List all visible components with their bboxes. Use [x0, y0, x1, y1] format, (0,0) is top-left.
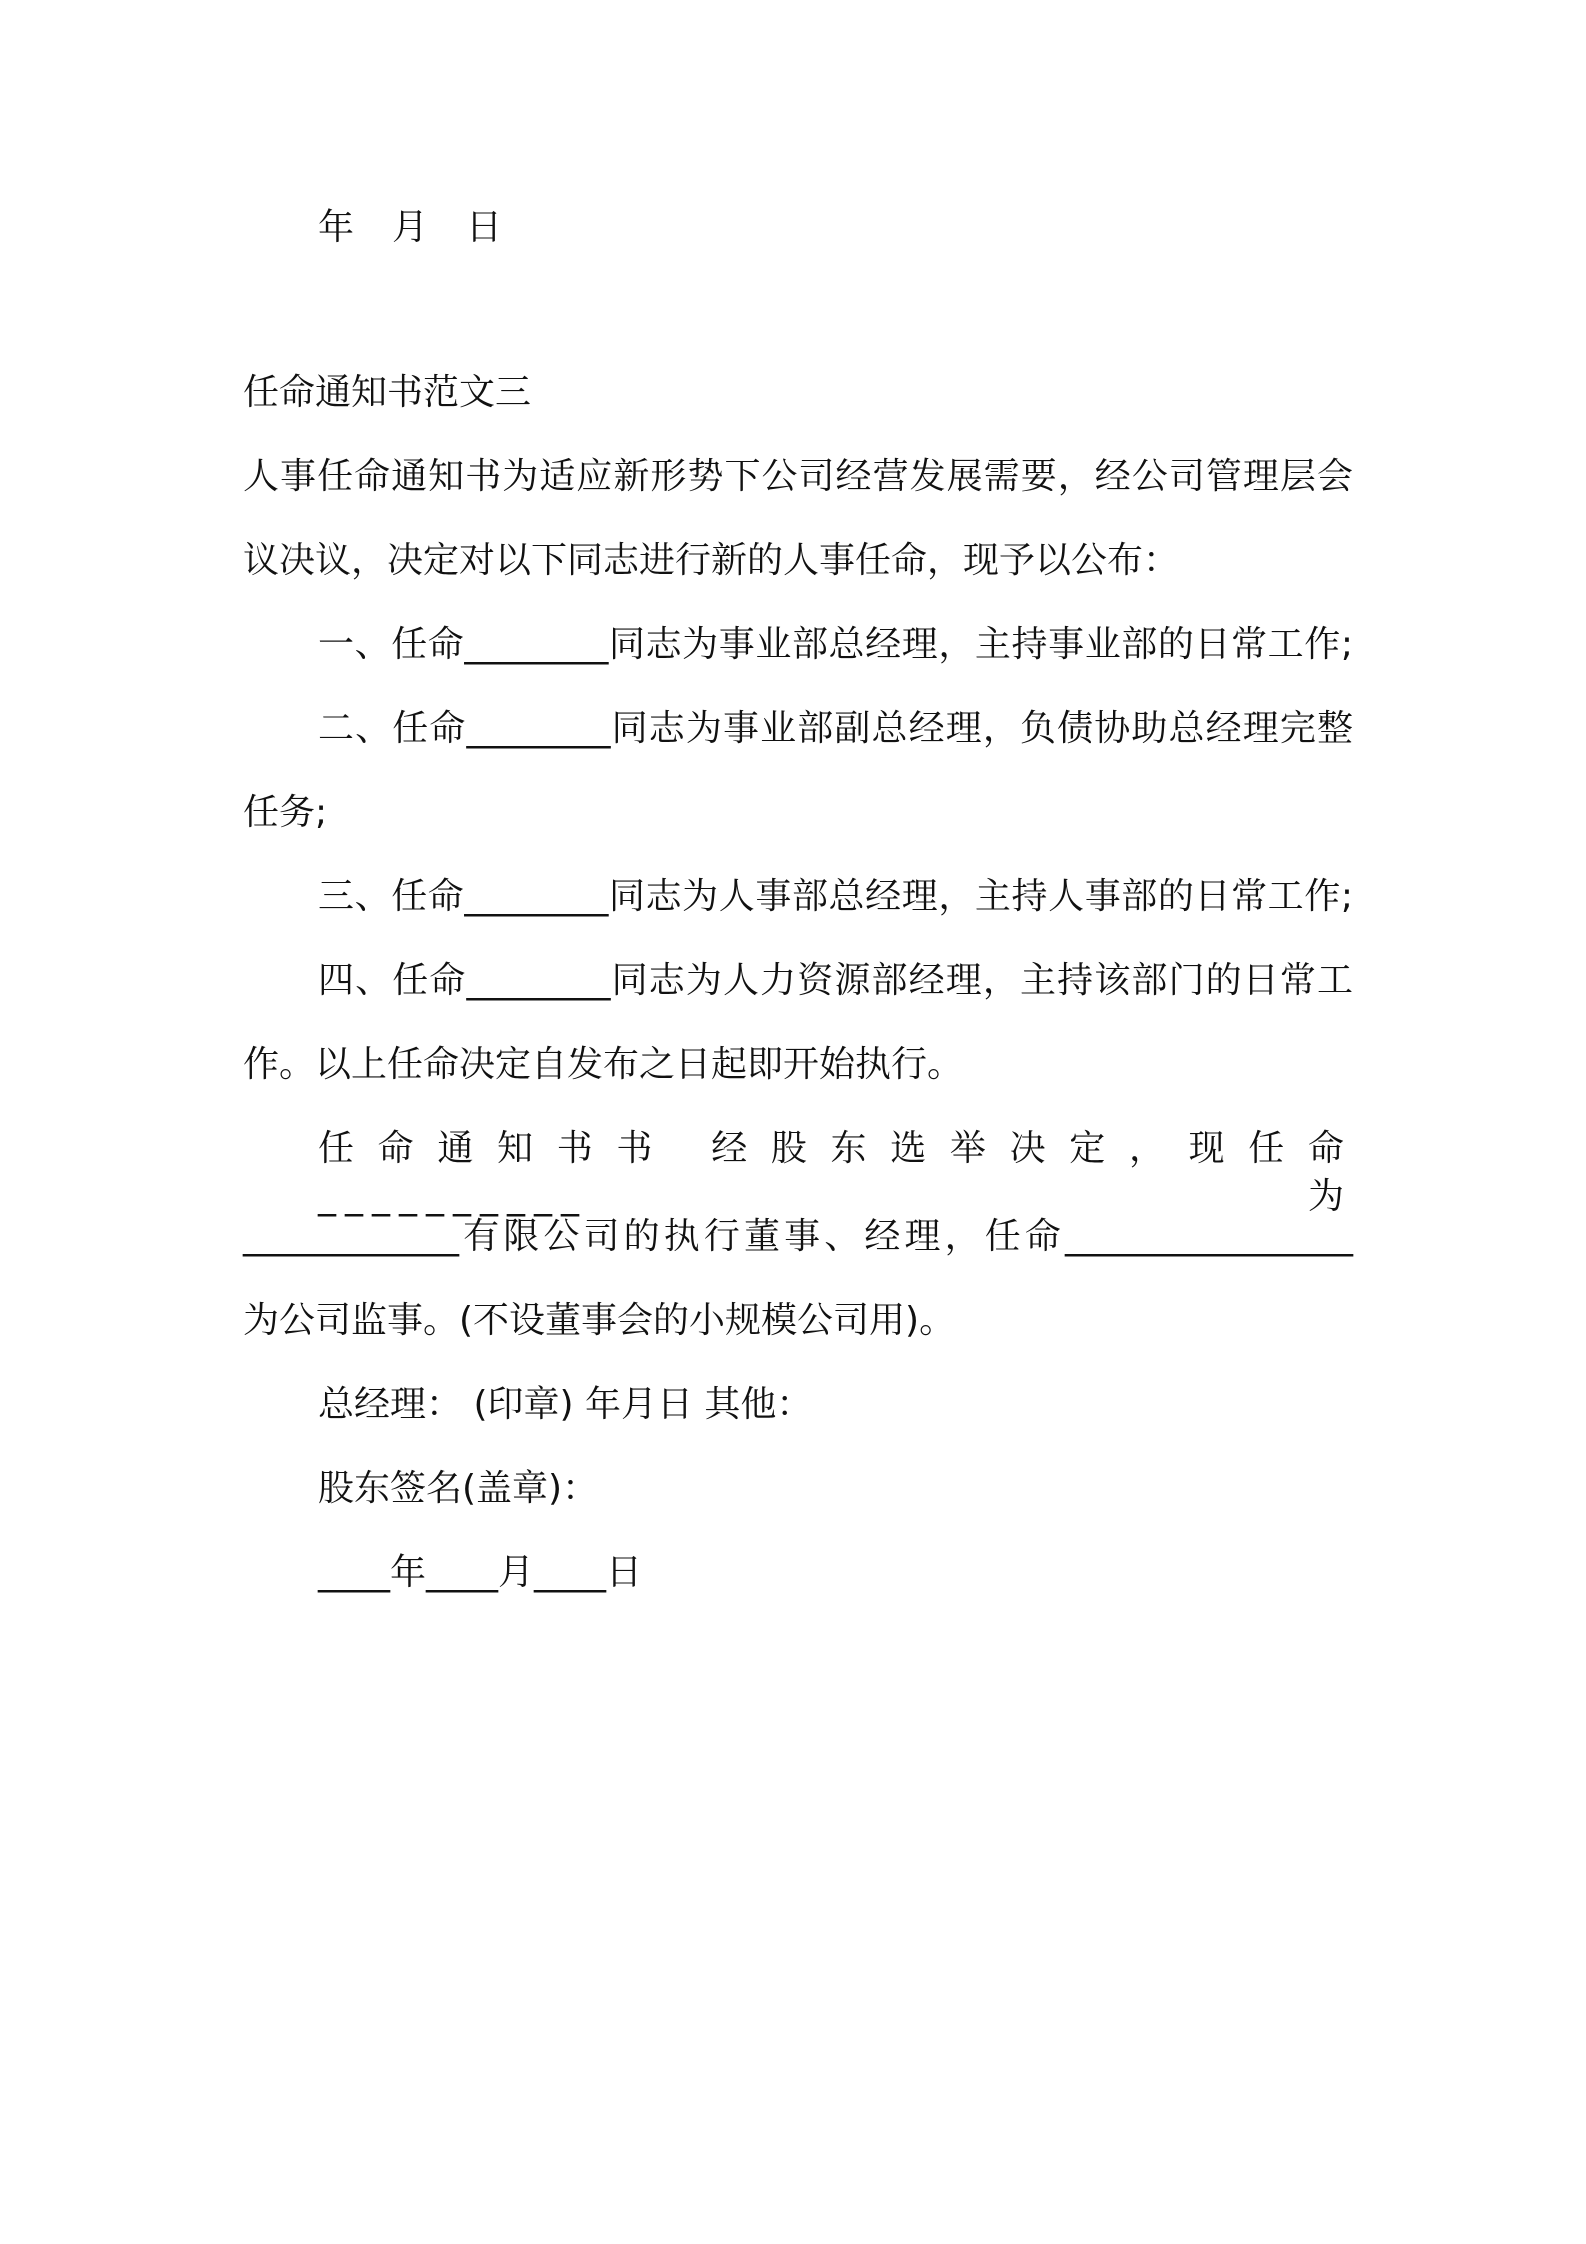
intro-paragraph-line-2: 议决议，决定对以下同志进行新的人事任命，现予以公布： [243, 540, 1180, 581]
appointment-item-2-line-1: 二、任命________同志为事业部副总经理，负债协助总经理完整 [318, 708, 1353, 749]
appointment-item-2-line-2: 任务; [243, 792, 328, 833]
year-label: 年 [318, 207, 355, 248]
notice-line-2: ____________有限公司的执行董事、经理，任命________________ [243, 1216, 1353, 1257]
shareholder-signature-line: 股东签名(盖章)： [318, 1468, 599, 1509]
notice-line-3: 为公司监事。(不设董事会的小规模公司用)。 [243, 1300, 956, 1341]
month-label: 月 [392, 207, 429, 248]
day-label: 日 [466, 207, 503, 248]
date-line-bottom: ____年____月____日 [318, 1552, 643, 1593]
appointment-item-1: 一、任命________同志为事业部总经理，主持事业部的日常工作; [318, 624, 1353, 665]
appointment-item-4-line-1: 四、任命________同志为人力资源部经理，主持该部门的日常工 [318, 960, 1353, 1001]
appointment-item-3: 三、任命________同志为人事部总经理，主持人事部的日常工作; [318, 876, 1353, 917]
appointment-item-4-line-2: 作。以上任命决定自发布之日起即开始执行。 [243, 1044, 964, 1085]
date-line-top [318, 204, 1428, 252]
notice-line-1: 任命通知书书 经股东选举决定，现任命__________为 [318, 1128, 1353, 1217]
intro-paragraph-line-1: 人事任命通知书为适应新形势下公司经营发展需要，经公司管理层会 [243, 456, 1353, 497]
document-heading: 任命通知书范文三 [243, 372, 532, 413]
general-manager-line: 总经理： (印章) 年月日 其他： [318, 1384, 813, 1425]
